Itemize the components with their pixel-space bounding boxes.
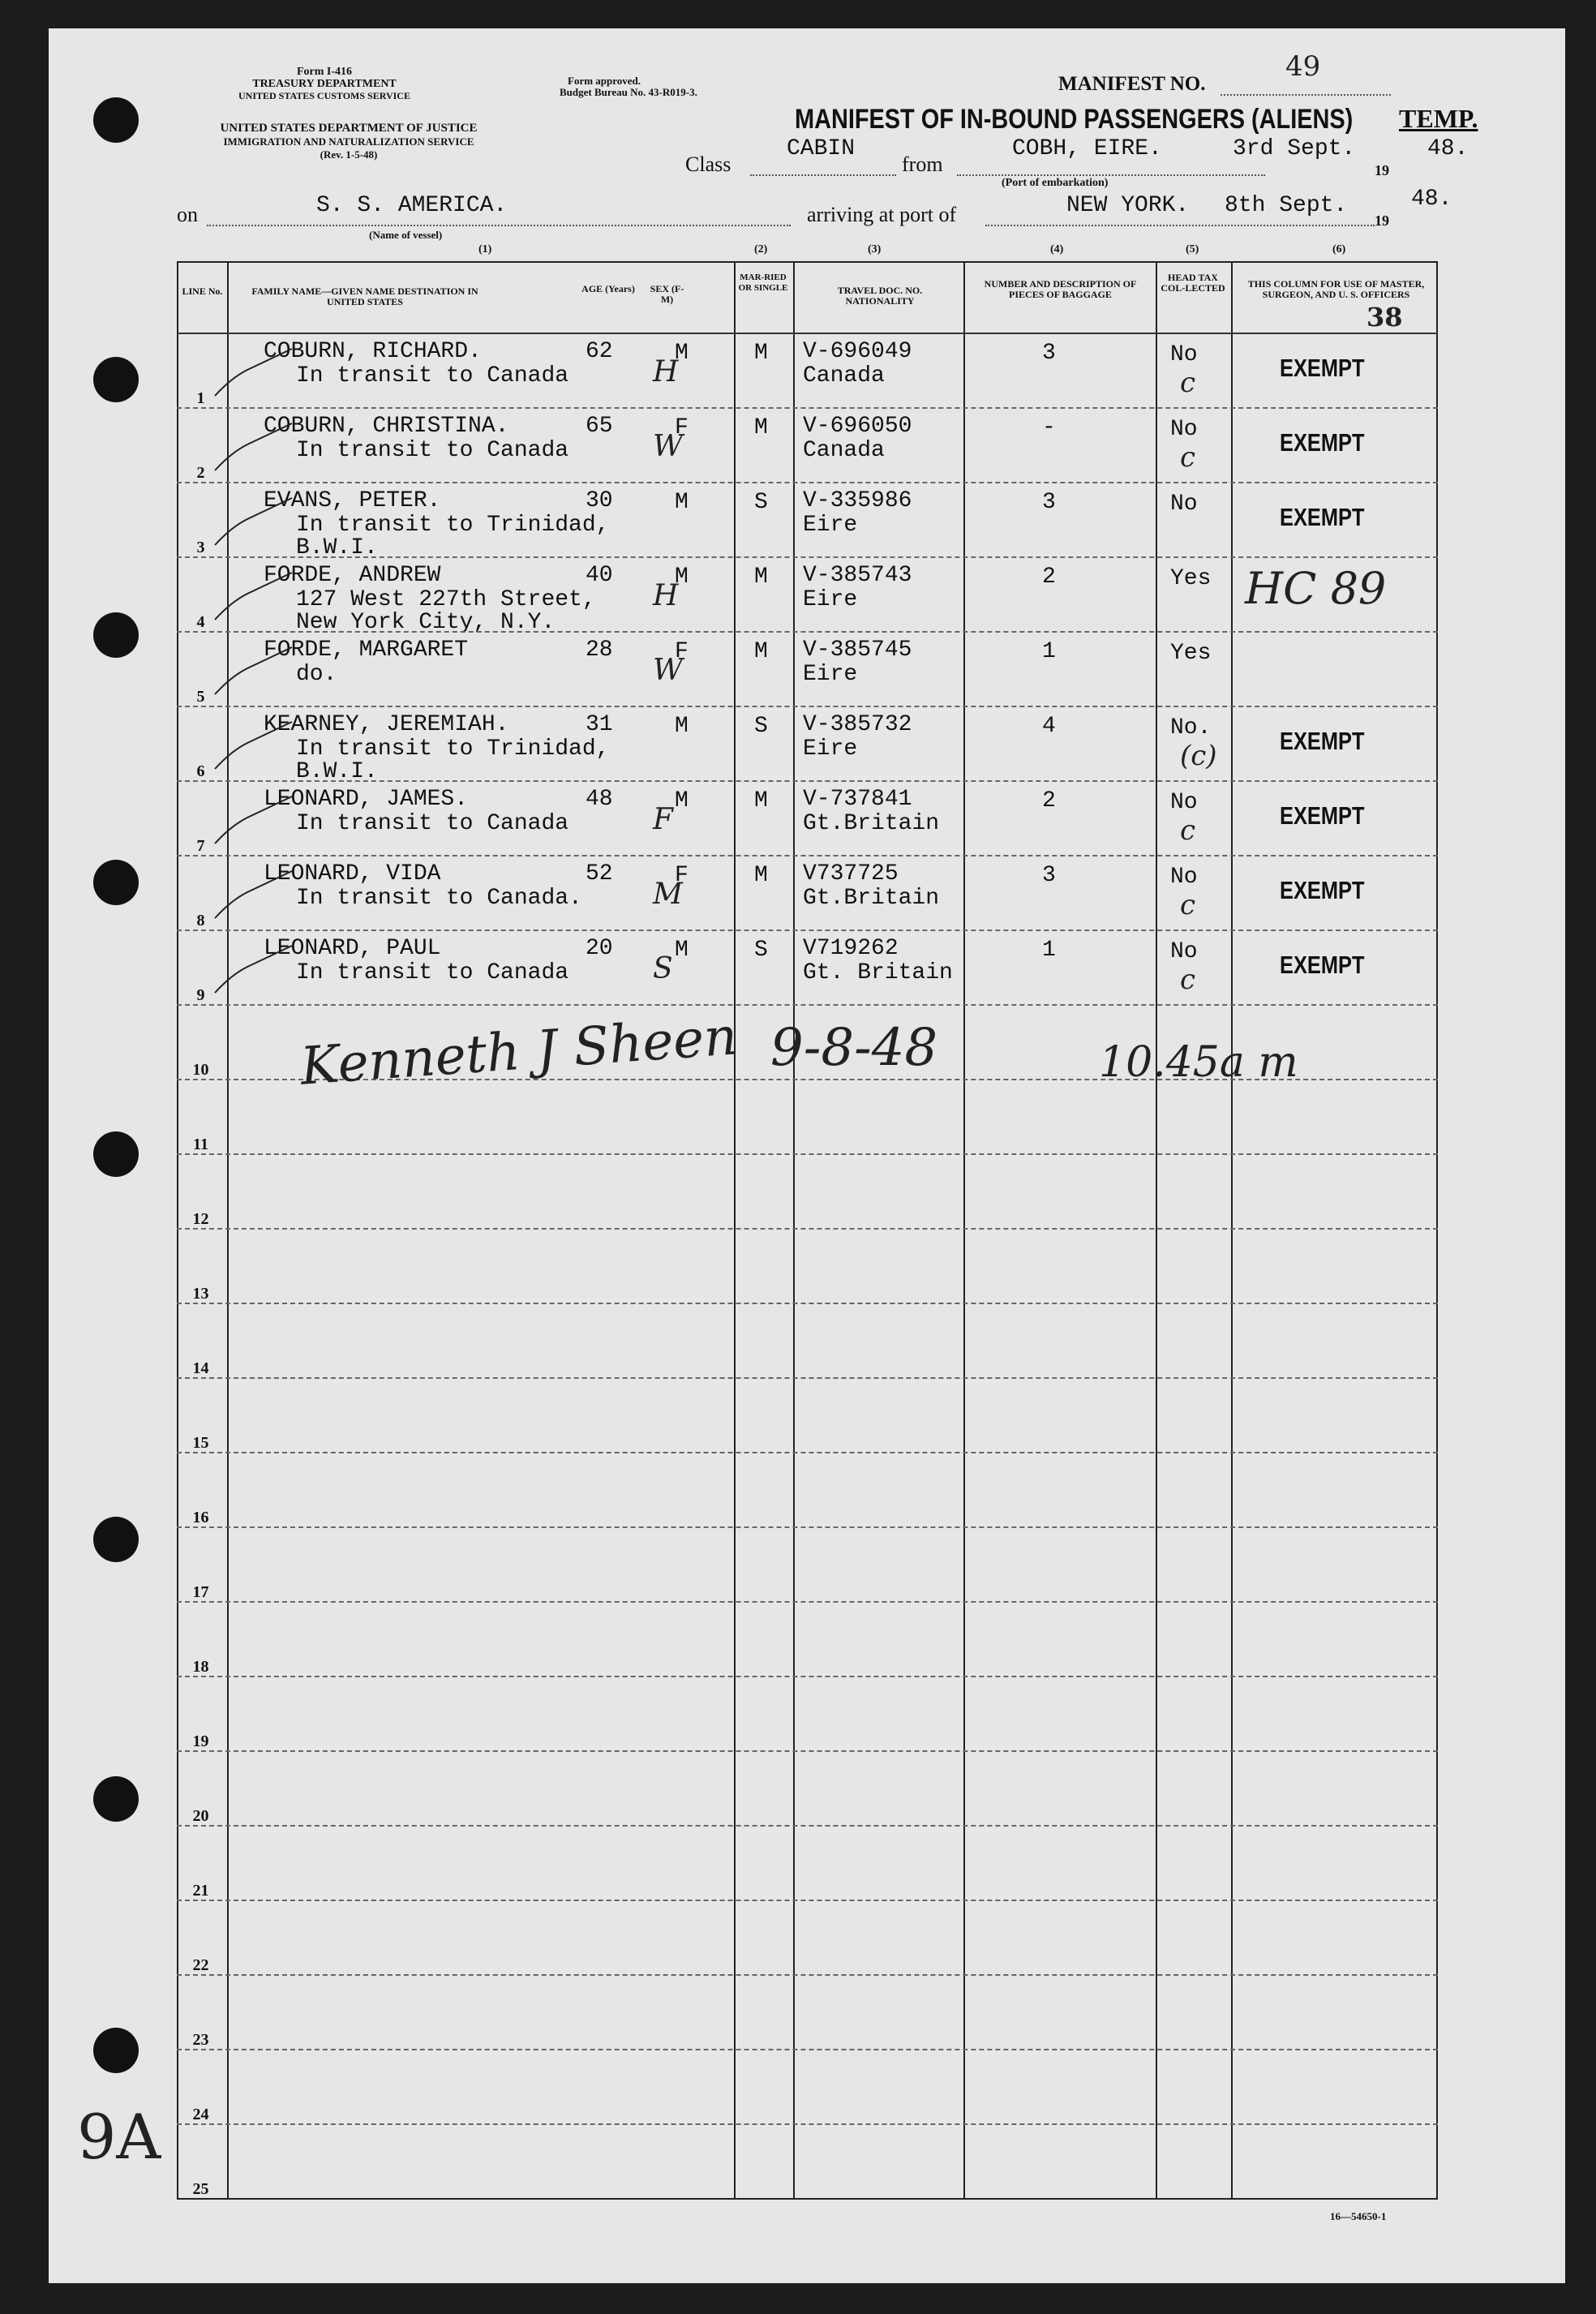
passenger-sex: M: [675, 341, 689, 366]
passenger-name: LEONARD, JAMES.: [264, 787, 469, 812]
marital-status: M: [754, 565, 768, 590]
check-mark-icon: [199, 714, 296, 779]
passenger-destination: In transit to Trinidad,: [296, 513, 610, 538]
passenger-destination: In transit to Canada: [296, 960, 569, 985]
line-number: 23: [192, 2031, 209, 2049]
signature-time: 10.45a m: [1099, 1038, 1298, 1087]
row-separator: [177, 631, 1438, 633]
col-header-line: LINE No.: [182, 285, 223, 297]
embarkation-port: COBH, EIRE.: [1012, 136, 1162, 161]
col-num-6: (6): [1332, 243, 1346, 255]
master-stamp-number: 38: [1366, 302, 1403, 333]
passenger-destination-2: B.W.I.: [296, 535, 378, 560]
passenger-destination: In transit to Canada: [296, 438, 569, 463]
passenger-age: 20: [586, 936, 613, 961]
head-tax: Yes: [1170, 566, 1212, 591]
marital-status: M: [754, 639, 768, 664]
port-embarkation-caption: (Port of embarkation): [1002, 177, 1109, 189]
row-separator: [177, 2123, 1438, 2125]
treasury-dept: TREASURY DEPARTMENT: [252, 78, 397, 90]
line-number: 1: [196, 389, 205, 407]
sex-handwritten-mark: S: [653, 952, 673, 985]
line-number: 15: [192, 1434, 209, 1452]
passenger-destination: In transit to Canada.: [296, 886, 582, 911]
row-separator: [177, 1676, 1438, 1677]
check-mark-icon: [199, 415, 296, 480]
line-number: 12: [192, 1210, 209, 1228]
passenger-age: 31: [586, 712, 613, 737]
travel-doc-no: V-696049: [803, 339, 912, 364]
col-header-tax: HEAD TAX COL-LECTED: [1161, 272, 1225, 294]
passenger-age: 65: [586, 414, 613, 439]
marital-status: S: [754, 714, 768, 739]
nationality: Eire: [803, 662, 858, 687]
passenger-sex: F: [675, 415, 689, 440]
line-number: 11: [193, 1136, 208, 1153]
marital-status: M: [754, 341, 768, 366]
punch-hole: [93, 2028, 139, 2073]
passenger-age: 52: [586, 861, 613, 887]
marital-status: S: [754, 938, 768, 963]
master-column-stamp: EXEMPT: [1280, 503, 1365, 531]
head-tax-mark: c: [1180, 889, 1196, 921]
col-num-2: (2): [754, 243, 768, 255]
signature-date: 9-8-48: [770, 1018, 938, 1078]
baggage-count: 2: [1042, 565, 1056, 590]
nationality: Canada: [803, 438, 885, 463]
nationality: Gt.Britain: [803, 811, 940, 836]
travel-doc-no: V719262: [803, 936, 899, 961]
col-header-master: THIS COLUMN FOR USE OF MASTER, SURGEON, AND U. S. OFFICERS: [1247, 278, 1425, 300]
marital-status: M: [754, 863, 768, 888]
passenger-age: 30: [586, 488, 613, 513]
col-header-age: AGE (Years): [581, 283, 635, 294]
passenger-sex: M: [675, 565, 689, 590]
master-column-stamp: EXEMPT: [1280, 801, 1365, 830]
head-tax: No: [1170, 865, 1198, 890]
manifest-no-label: MANIFEST NO.: [1058, 73, 1206, 95]
check-mark-icon: [199, 863, 296, 928]
from-label: from: [902, 152, 943, 176]
passenger-name: EVANS, PETER.: [264, 488, 441, 513]
row-separator: [177, 482, 1438, 483]
row-separator: [177, 1303, 1438, 1304]
departure-date: 3rd Sept.: [1233, 136, 1356, 161]
sex-handwritten-mark: H: [653, 579, 679, 612]
ins-service: IMMIGRATION AND NATURALIZATION SERVICE: [223, 135, 474, 148]
row-separator: [177, 1452, 1438, 1453]
head-tax-mark: (c): [1180, 740, 1217, 772]
row-separator: [177, 929, 1438, 931]
class-label: Class: [685, 152, 732, 176]
head-tax-mark: c: [1180, 367, 1196, 399]
col-num-3: (3): [868, 243, 882, 255]
col-num-1: (1): [478, 243, 492, 255]
travel-doc-no: V-385745: [803, 638, 912, 663]
travel-doc-no: V-385743: [803, 563, 912, 588]
master-column-stamp: EXEMPT: [1280, 876, 1365, 904]
row-separator: [177, 1377, 1438, 1379]
passenger-sex: M: [675, 788, 689, 814]
baggage-count: 2: [1042, 788, 1056, 814]
inspector-signature: Kenneth J Sheen: [298, 1007, 740, 1097]
col-header-baggage: NUMBER AND DESCRIPTION OF PIECES OF BAGGAGE: [984, 278, 1137, 300]
check-mark-icon: [199, 341, 296, 406]
col-header-sex: SEX (F-M): [650, 283, 684, 305]
col-header-name: FAMILY NAME—GIVEN NAME DESTINATION IN UNITED STATES: [251, 285, 478, 307]
head-tax-mark: c: [1180, 964, 1196, 996]
master-column-stamp: HC 89: [1245, 563, 1387, 614]
nationality: Eire: [803, 513, 858, 538]
passenger-destination-2: B.W.I.: [296, 759, 378, 784]
line-number: 18: [192, 1658, 209, 1676]
travel-doc-no: V-335986: [803, 488, 912, 513]
head-tax-mark: c: [1180, 814, 1196, 847]
master-column-stamp: EXEMPT: [1280, 951, 1365, 979]
arrival-port: NEW YORK.: [1066, 193, 1190, 218]
baggage-count: 3: [1042, 490, 1056, 515]
passenger-age: 40: [586, 563, 613, 588]
passenger-destination-2: New York City, N.Y.: [296, 610, 556, 635]
row-separator: [177, 1750, 1438, 1752]
on-label: on: [177, 203, 198, 226]
form-number: Form I-416: [296, 66, 353, 78]
year-prefix: 19: [1375, 162, 1389, 178]
master-column-stamp: EXEMPT: [1280, 428, 1365, 457]
head-tax: No: [1170, 939, 1198, 964]
nationality: Gt. Britain: [803, 960, 953, 985]
line-number: 22: [192, 1956, 209, 1974]
head-tax: No.: [1170, 715, 1212, 741]
passenger-name: FORDE, MARGARET: [264, 638, 469, 663]
row-separator: [177, 1601, 1438, 1603]
passenger-name: KEARNEY, JEREMIAH.: [264, 712, 509, 737]
col-num-5: (5): [1186, 243, 1199, 255]
row-separator: [177, 1825, 1438, 1827]
punch-hole: [93, 357, 139, 402]
line-number: 5: [196, 688, 205, 706]
manifest-number: 49: [1285, 50, 1321, 83]
travel-doc-no: V-737841: [803, 787, 912, 812]
head-tax: No: [1170, 790, 1198, 815]
nationality: Eire: [803, 587, 858, 612]
passenger-age: 62: [586, 339, 613, 364]
passenger-name: LEONARD, VIDA: [264, 861, 441, 887]
passenger-sex: M: [675, 714, 689, 739]
passenger-destination: In transit to Canada: [296, 811, 569, 836]
line-number: 25: [192, 2180, 209, 2198]
sex-handwritten-mark: M: [653, 878, 683, 911]
row-separator: [177, 1153, 1438, 1155]
punch-hole: [93, 1131, 139, 1177]
passenger-destination: In transit to Trinidad,: [296, 736, 610, 762]
revision: (Rev. 1-5-48): [320, 148, 378, 161]
row-separator: [177, 407, 1438, 409]
temp-label: TEMP.: [1399, 104, 1478, 133]
line-number: 19: [192, 1732, 209, 1750]
travel-doc-no: V737725: [803, 861, 899, 887]
passenger-age: 48: [586, 787, 613, 812]
row-separator: [177, 556, 1438, 558]
arrival-year: 48.: [1411, 187, 1452, 212]
budget-bureau: Budget Bureau No. 43-R019-3.: [560, 86, 697, 98]
passenger-name: COBURN, CHRISTINA.: [264, 414, 509, 439]
arriving-label: arriving at port of: [807, 203, 957, 226]
passenger-destination: do.: [296, 662, 337, 687]
punch-hole: [93, 1517, 139, 1562]
line-number: 8: [196, 912, 205, 929]
class-value: CABIN: [787, 136, 856, 161]
master-column-stamp: EXEMPT: [1280, 727, 1365, 755]
head-tax: No: [1170, 492, 1198, 517]
baggage-count: -: [1042, 415, 1056, 440]
punch-hole: [93, 97, 139, 143]
line-number: 13: [192, 1285, 209, 1303]
passenger-age: 28: [586, 638, 613, 663]
marital-status: M: [754, 415, 768, 440]
col-header-travel: TRAVEL DOC. NO. NATIONALITY: [837, 285, 923, 307]
row-separator: [177, 1228, 1438, 1230]
punch-hole: [93, 860, 139, 905]
row-separator: [177, 780, 1438, 782]
travel-doc-no: V-385732: [803, 712, 912, 737]
row-separator: [177, 2049, 1438, 2050]
passenger-name: COBURN, RICHARD.: [264, 339, 482, 364]
check-mark-icon: [199, 938, 296, 1002]
row-separator: [177, 1974, 1438, 1976]
departure-year: 48.: [1427, 136, 1469, 161]
check-mark-icon: [199, 639, 296, 704]
marital-status: S: [754, 490, 768, 515]
margin-mark: 9A: [77, 2101, 161, 2173]
baggage-count: 3: [1042, 863, 1056, 888]
row-separator: [177, 855, 1438, 856]
passenger-sex: M: [675, 938, 689, 963]
head-tax: Yes: [1170, 641, 1212, 666]
passenger-name: FORDE, ANDREW: [264, 563, 441, 588]
check-mark-icon: [199, 788, 296, 853]
nationality: Eire: [803, 736, 858, 762]
baggage-count: 3: [1042, 341, 1056, 366]
line-number: 6: [196, 762, 205, 780]
line-number: 9: [196, 986, 205, 1004]
customs-service: UNITED STATES CUSTOMS SERVICE: [238, 90, 410, 101]
line-number: 17: [192, 1583, 209, 1601]
line-number: 16: [192, 1509, 209, 1526]
passenger-sex: F: [675, 639, 689, 664]
nationality: Gt.Britain: [803, 886, 940, 911]
year-prefix-2: 19: [1375, 213, 1389, 229]
travel-doc-no: V-696050: [803, 414, 912, 439]
sex-handwritten-mark: W: [653, 430, 684, 463]
passenger-name: LEONARD, PAUL: [264, 936, 441, 961]
passenger-destination: 127 West 227th Street,: [296, 587, 596, 612]
head-tax: No: [1170, 417, 1198, 442]
baggage-count: 4: [1042, 714, 1056, 739]
nationality: Canada: [803, 363, 885, 389]
sex-handwritten-mark: W: [653, 654, 684, 687]
line-number: 20: [192, 1807, 209, 1825]
line-number: 14: [192, 1359, 209, 1377]
col-num-4: (4): [1050, 243, 1064, 255]
punch-hole: [93, 612, 139, 658]
line-number: 7: [196, 837, 205, 855]
master-column-stamp: EXEMPT: [1280, 354, 1365, 382]
punch-hole: [93, 1776, 139, 1822]
row-separator: [177, 706, 1438, 707]
vessel-caption: (Name of vessel): [369, 229, 443, 241]
line-number: 10: [192, 1061, 209, 1079]
footer-code: 16—54650-1: [1330, 2210, 1387, 2222]
head-tax-mark: c: [1180, 441, 1196, 474]
passenger-destination: In transit to Canada: [296, 363, 569, 389]
line-number: 2: [196, 464, 205, 482]
sex-handwritten-mark: H: [653, 355, 679, 389]
sex-handwritten-mark: F: [653, 803, 673, 836]
marital-status: M: [754, 788, 768, 814]
justice-dept: UNITED STATES DEPARTMENT OF JUSTICE: [220, 122, 478, 135]
page-title: MANIFEST OF IN-BOUND PASSENGERS (ALIENS): [795, 104, 1354, 135]
baggage-count: 1: [1042, 938, 1056, 963]
vessel-name: S. S. AMERICA.: [316, 193, 508, 218]
form-approved: Form approved.: [568, 75, 641, 87]
check-mark-icon: [199, 490, 296, 555]
row-separator: [177, 1004, 1438, 1006]
arrival-date: 8th Sept.: [1225, 193, 1348, 218]
baggage-count: 1: [1042, 639, 1056, 664]
line-number: 24: [192, 2106, 209, 2123]
row-separator: [177, 1900, 1438, 1901]
col-header-married: MAR-RIED OR SINGLE: [738, 273, 788, 293]
line-number: 3: [196, 539, 205, 556]
line-number: 4: [196, 613, 205, 631]
head-tax: No: [1170, 342, 1198, 367]
row-separator: [177, 1526, 1438, 1528]
passenger-sex: M: [675, 490, 689, 515]
line-number: 21: [192, 1882, 209, 1900]
passenger-sex: F: [675, 863, 689, 888]
check-mark-icon: [199, 565, 296, 629]
